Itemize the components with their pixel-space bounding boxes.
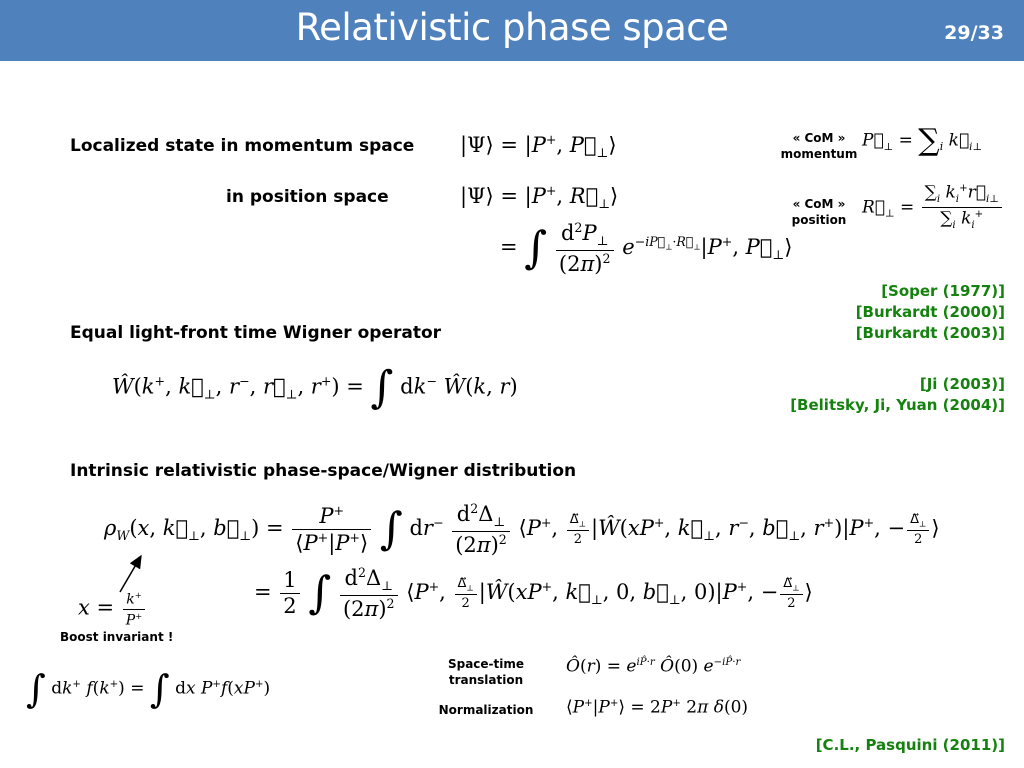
ref-lorce-pasquini: [C.L., Pasquini (2011)]: [815, 736, 1005, 754]
equation-normalization: ⟨P+|P+⟩ = 2P+ 2π δ(0): [566, 697, 749, 718]
equation-x-definition: x = $\frac{k^+}{P^+}$: [78, 591, 147, 627]
ref-belitsky: [Belitsky, Ji, Yuan (2004)]: [790, 396, 1005, 414]
ref-burkardt-2000: [Burkardt (2000)]: [855, 303, 1005, 321]
wigner-operator-label: Equal light-front time Wigner operator: [70, 323, 442, 343]
boost-invariant-label: Boost invariant !: [60, 630, 174, 644]
equation-position-integral: = ∫ $\frac{d^2P_\perp}{(2\pi)^2}$ $e^{-iP⃗_\perp\cdot R⃗_\perp}|P^+$, $P⃗_\perp⟩$: [500, 220, 793, 276]
slide-title: Relativistic phase space: [295, 6, 729, 49]
position-space-label: in position space: [226, 187, 389, 207]
spacetime-line2: translation: [448, 673, 524, 687]
com-momentum-line1: « CoM »: [792, 131, 846, 145]
equation-spacetime-translation: Ô(r) = $e^{iP̂\cdot r}$ Ô(0) $e^{-iP̂\cdot r}$: [566, 656, 741, 677]
com-position-line2: position: [791, 213, 847, 227]
equation-position-state: |Ψ⟩ = |P+, $R⃗_\perp⟩$: [460, 183, 619, 212]
equation-wigner-operator: Ŵ(k+, $k⃗_\perp$, r−, $r⃗_\perp$, r+) = ∫ dk− Ŵ(k, r): [112, 362, 518, 413]
ref-ji: [Ji (2003)]: [919, 375, 1005, 393]
spacetime-line1: Space-time: [447, 657, 525, 671]
localized-state-label: Localized state in momentum space: [70, 136, 415, 156]
com-position-line1: « CoM »: [792, 197, 846, 211]
equation-momentum-state: |Ψ⟩ = |P+, $P⃗_\perp⟩$: [460, 132, 617, 161]
equation-measure-change: ∫ dk+ f(k+) = ∫ dx P+f(xP+): [26, 667, 271, 711]
com-momentum-line2: momentum: [780, 147, 858, 161]
equation-wigner-distribution-simplified: = $\frac{1}{2}$ ∫ $\frac{d^2\Delta_\perp}{(2\pi)^2}$ ⟨P+, $\frac{\Delta⃗_\perp}{2}$ |Ŵ(xP+, $k⃗_\perp$, 0, $b⃗_\perp$, 0)|P+, − $\frac{\Delta⃗_\perp}{2}$ ⟩: [254, 565, 813, 621]
equation-wigner-distribution: $\rho_W(x$, $k⃗_\perp$, $b⃗_\perp$) = $\frac{P^+}{⟨P^+|P^+⟩}$ ∫ dr− $\frac{d^2\Delta_\perp}{(2\pi)^2}$ ⟨P+, $\frac{\Delta⃗_\perp}{2}$ |Ŵ(xP+, $k⃗_\perp$, r−, $b⃗_\perp$, r+)|P+, − $\frac{\Delta⃗_\perp}{2}$ ⟩: [104, 501, 940, 557]
page-number: 29/33: [944, 22, 1004, 44]
equation-com-position: $R⃗_\perp$ = $\frac{\sum_i k_i^+r⃗_{i\perp}}{\sum_i k_i^+}$: [862, 184, 1004, 232]
equation-com-momentum: $P⃗_\perp = \sum_i$ $k⃗_{i\perp}$: [862, 123, 983, 158]
intrinsic-distribution-label: Intrinsic relativistic phase-space/Wigner distribution: [70, 461, 577, 481]
ref-burkardt-2003: [Burkardt (2003)]: [855, 324, 1005, 342]
ref-soper: [Soper (1977)]: [881, 282, 1005, 300]
normalization-note: Normalization: [438, 703, 534, 717]
